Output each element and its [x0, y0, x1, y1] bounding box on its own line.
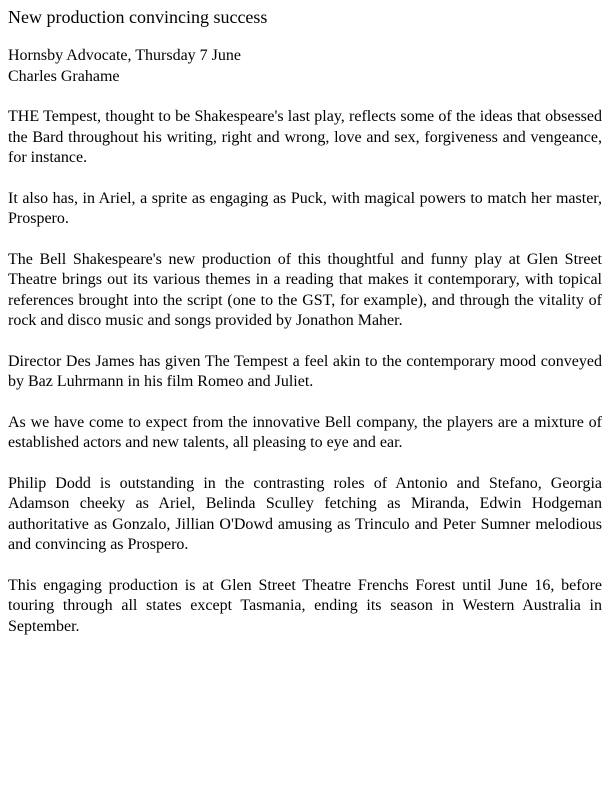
- paragraph: THE Tempest, thought to be Shakespeare's last play, reflects some of the ideas that obsessed the Bard throughout his writing, right and wrong, love and sex, forgiveness and vengeance, for instance.: [8, 108, 602, 166]
- paragraph: Philip Dodd is outstanding in the contrasting roles of Antonio and Stefano, Georgia Adamson cheeky as Ariel, Belinda Sculley fetching as Miranda, Edwin Hodgeman authoritative as Gonzalo, Jillian O'Dowd amusing as Trinculo and Peter Sumner melodious and convincing as Prospero.: [8, 474, 602, 553]
- article-author: Charles Grahame: [8, 67, 120, 85]
- article-byline: [8, 46, 602, 87]
- article-title: New production convincing success: [8, 7, 268, 27]
- paragraph: As we have come to expect from the innovative Bell company, the players are a mixture of established actors and new talents, all pleasing to eye and ear.: [8, 413, 602, 451]
- paragraph: The Bell Shakespeare's new production of this thoughtful and funny play at Glen Street Theatre brings out its various themes in a reading that makes it contemporary, with topical references brought into the script (one to the GST, for example), and through the vitality of rock and disco music and songs provided by Jonathon Maher.: [8, 250, 602, 329]
- article-source: Hornsby Advocate, Thursday 7 June: [8, 47, 241, 64]
- paragraph: It also has, in Ariel, a sprite as engaging as Puck, with magical powers to match her master, Prospero.: [8, 189, 602, 227]
- paragraph: Director Des James has given The Tempest a feel akin to the contemporary mood conveyed by Baz Luhrmann in his film Romeo and Juliet.: [8, 352, 602, 390]
- paragraph: This engaging production is at Glen Street Theatre Frenchs Forest until June 16, before touring through all states except Tasmania, ending its season in Western Australia in September.: [8, 576, 602, 635]
